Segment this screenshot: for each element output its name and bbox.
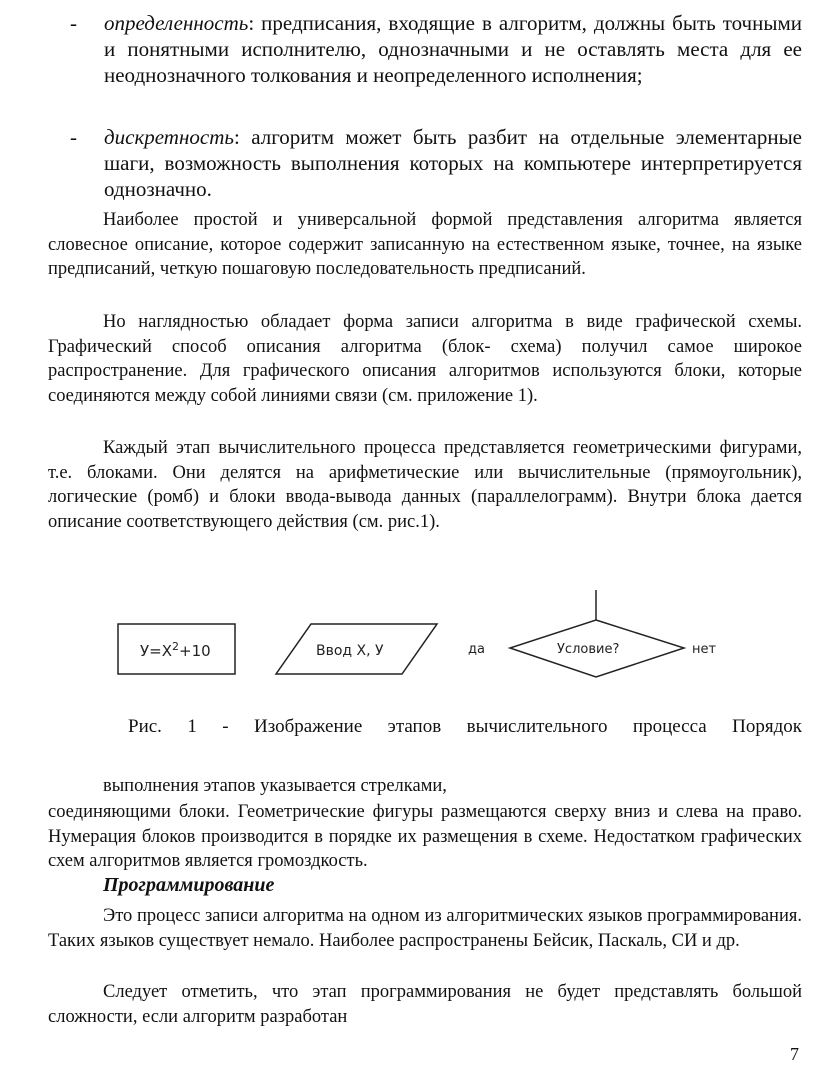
bullet-dash: - (70, 125, 77, 149)
figure-caption: Рис. 1 - Изображение этапов вычислительного процесса Порядок (128, 716, 802, 737)
yes-label: да (468, 642, 485, 657)
paragraph-arrows: соединяющими блоки. Геометрические фигуры размещаются сверху вниз и слева на право. Нумерация блоков производится в порядке их размещения в схеме. Недостатком графических схем алгоритмов является громоздкость. (48, 802, 802, 871)
process-block-label: $У=Х^2+10$ (140, 640, 211, 660)
paragraph-blocks: Каждый этап вычислительного процесса представляется геометрическими фигурами, т.е. блоками. Они делятся на арифметические или вычислительные (прямоугольник), логические (ромб) и блоки ввода-вывода данных (параллелограмм). Внутри блока дается описание соответствующего действия (см. рис.1). (48, 438, 802, 532)
page-number: 7 (790, 1044, 799, 1064)
paragraph-programming: Это процесс записи алгоритма на одном из алгоритмических языков программирования. Таких языков существует немало. Наиболее распространены Бейсик, Паскаль, СИ и др. (48, 906, 802, 951)
paragraph-verbal-description: Наиболее простой и универсальной формой представления алгоритма является словесное описание, которое содержит записанную на естественном языке, точнее, на языке предписаний, четкую пошаговую последовательность предписаний. (48, 210, 802, 279)
bullet-text: : предписания, входящие в алгоритм, должны быть точными и понятными исполнителю, однозначными и не оставлять места для ее неоднозначного толкования и неопределенного исполнения; (104, 11, 802, 87)
paragraph-arrows-first-line: выполнения этапов указывается стрелками, (103, 776, 447, 796)
io-block-label: Ввод Х, У (316, 643, 384, 659)
bullet-dash: - (70, 11, 77, 35)
no-label: нет (692, 642, 717, 657)
bullet-discreteness (70, 124, 802, 202)
bullet-determinacy (70, 10, 802, 88)
bullet-term: дискретность (104, 125, 234, 149)
decision-block-label: Условие? (557, 642, 620, 657)
flowchart-figure (0, 580, 816, 690)
section-heading-programming: Программирование (103, 874, 275, 896)
paragraph-graphic-scheme: Но наглядностью обладает форма записи алгоритма в виде графической схемы. Графический способ описания алгоритма (блок- схема) получил самое широкое распространение. Для графического описания алгоритмов используются блоки, которые соединяются между собой линиями связи (см. приложение 1). (48, 312, 802, 406)
paragraph-programming-complexity: Следует отметить, что этап программирования не будет представлять большой сложности, если алгоритм разработан (48, 982, 802, 1027)
bullet-text: : алгоритм может быть разбит на отдельные элементарные шаги, возможность выполнения которых на компьютере интерпретируется однозначно. (104, 125, 802, 201)
bullet-term: определенность (104, 11, 249, 35)
